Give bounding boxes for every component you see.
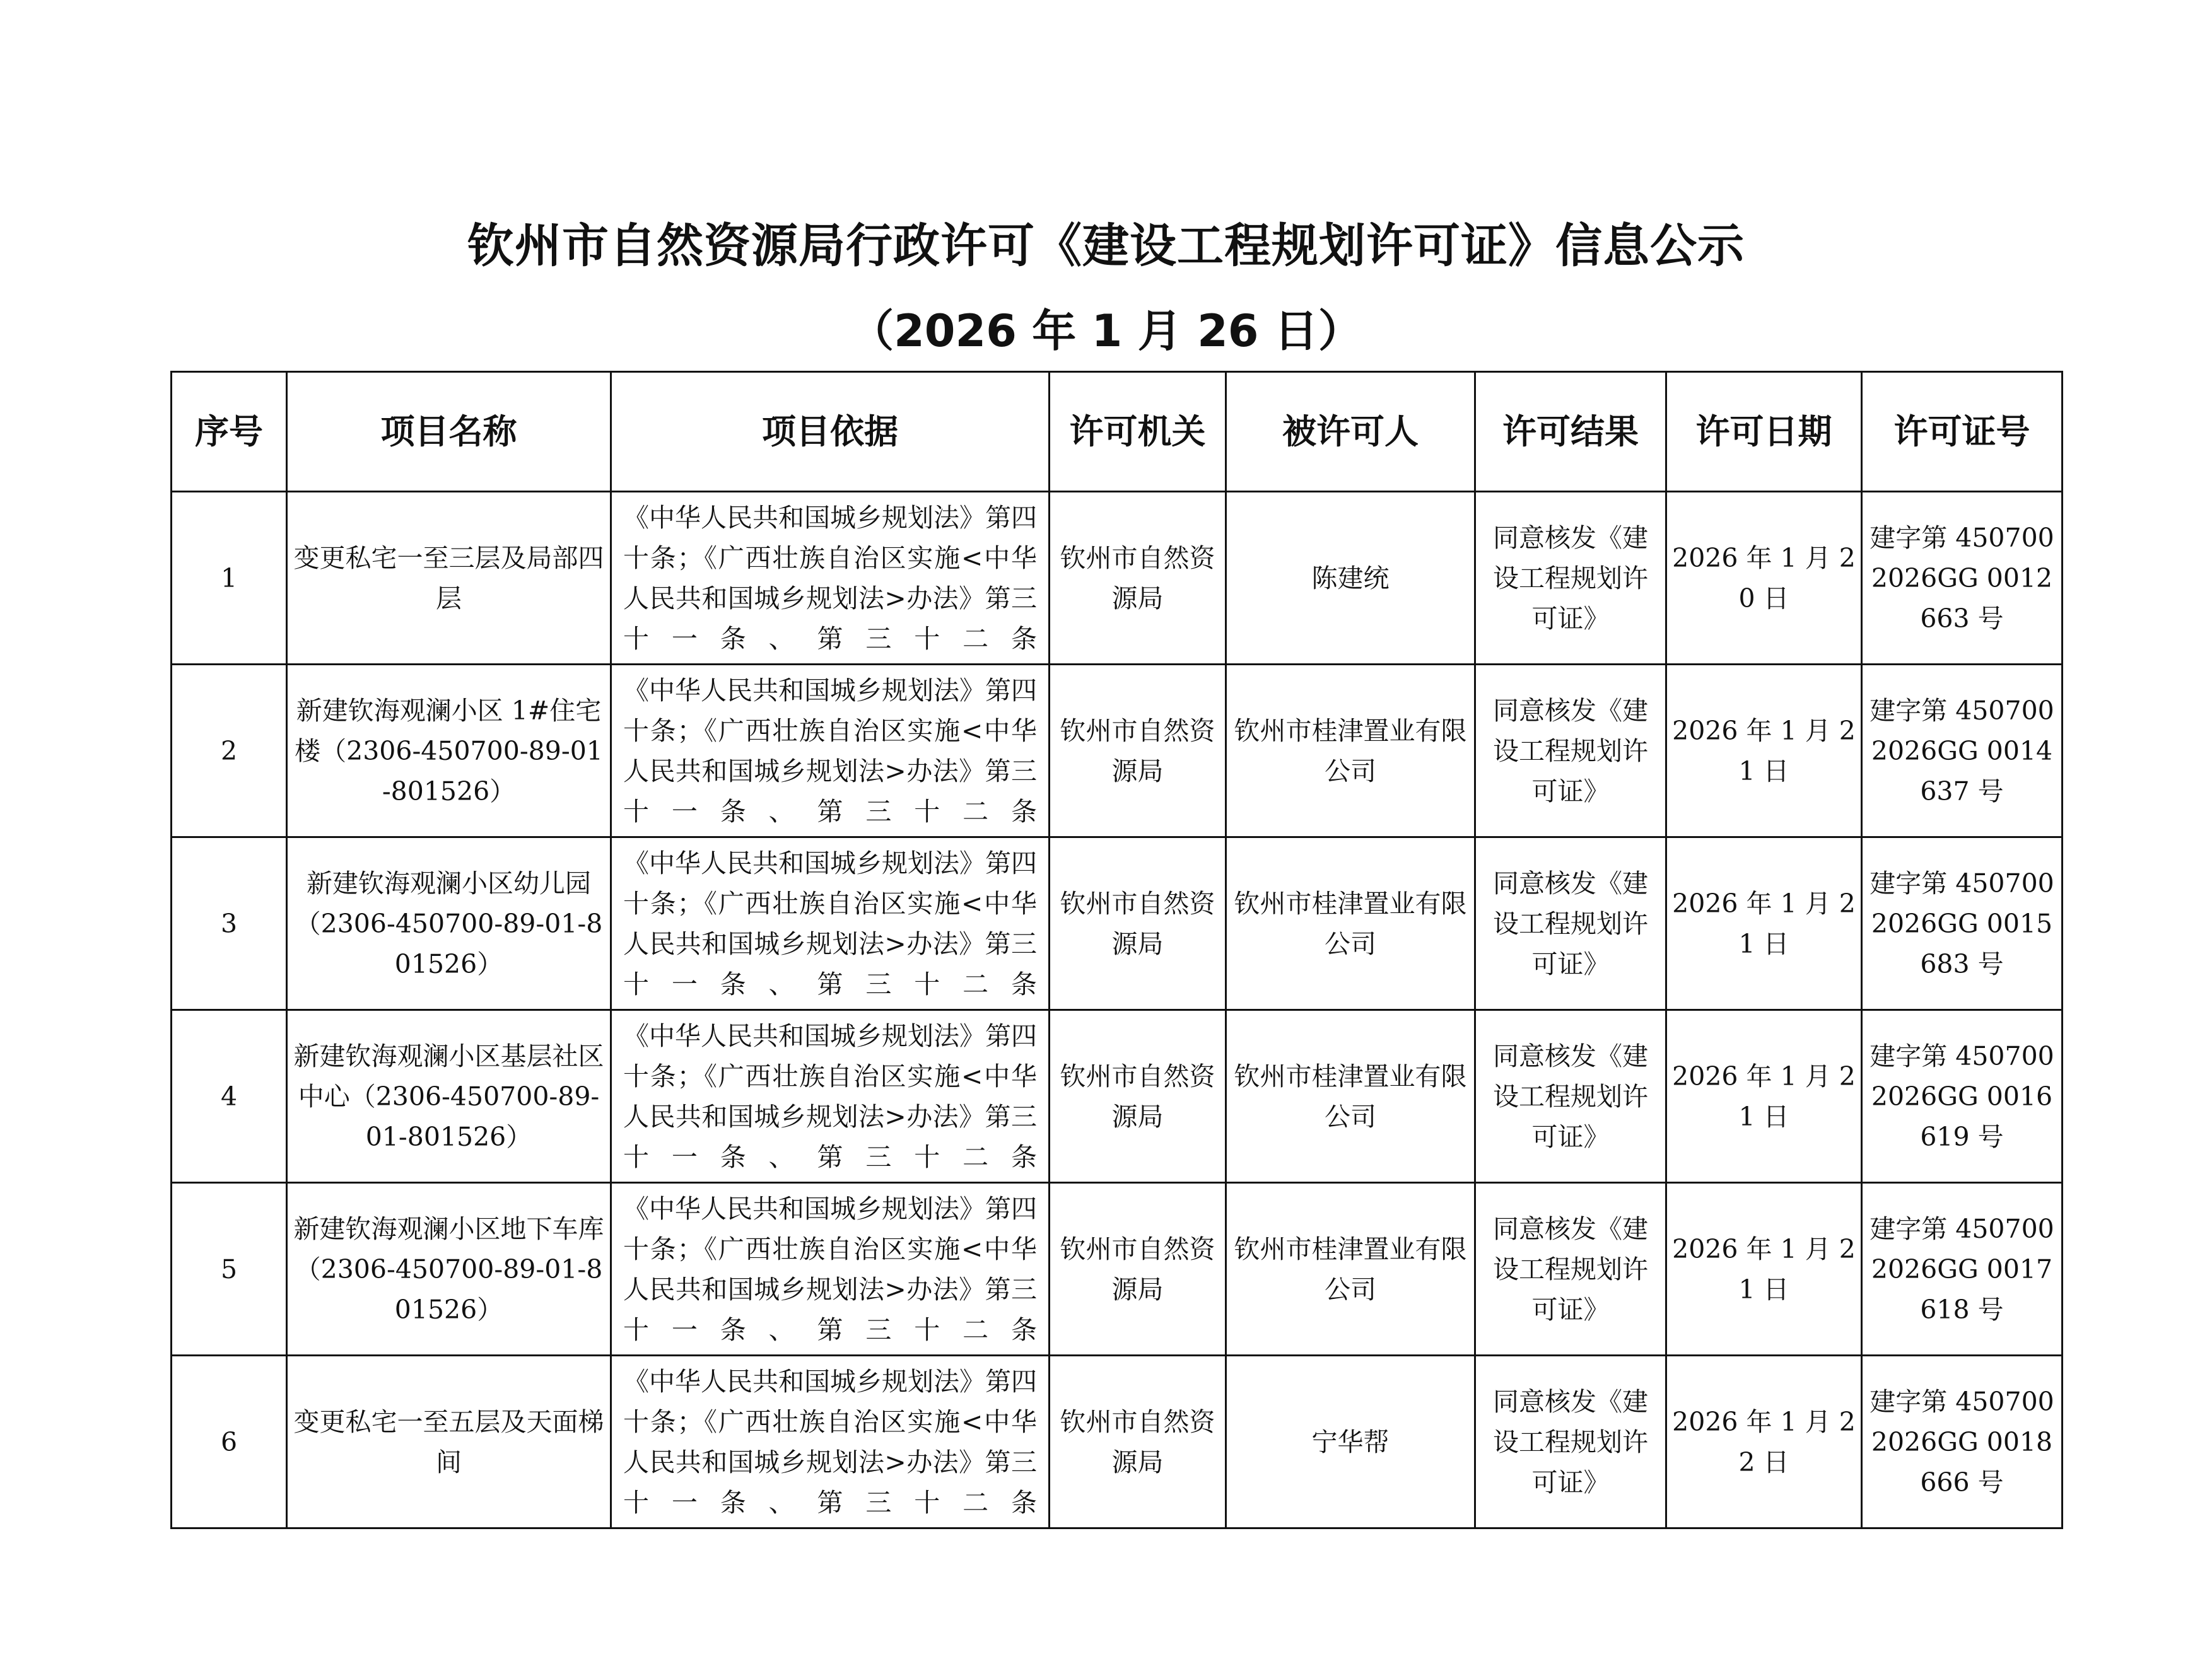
document-date: （2026 年 1 月 26 日）: [850, 305, 1362, 357]
cell-date: 2026 年 1 月 21 日: [1666, 1183, 1862, 1356]
table-row: [172, 1356, 2063, 1528]
cell-license-no: 建字第 4507002026GG 0014637 号: [1862, 665, 2063, 837]
cell-project-name: 变更私宅一至五层及天面梯间: [287, 1356, 611, 1528]
cell-project-name: 新建钦海观澜小区 1#住宅楼（2306-450700-89-01-801526）: [287, 665, 611, 837]
cell-authority: 钦州市自然资源局: [1050, 665, 1226, 837]
header-authority: 许可机关: [1050, 372, 1226, 492]
cell-project-basis: 《中华人民共和国城乡规划法》第四十条；《广西壮族自治区实施<中华人民共和国城乡规划法>办法》第三十一条、第三十二条: [611, 1010, 1050, 1183]
document-title: 钦州市自然资源局行政许可《建设工程规划许可证》信息公示: [467, 219, 1745, 273]
cell-project-name: 变更私宅一至三层及局部四层: [287, 492, 611, 665]
cell-licensee: 钦州市桂津置业有限公司: [1226, 665, 1475, 837]
header-date: 许可日期: [1666, 372, 1862, 492]
permit-table: [170, 371, 2063, 1529]
cell-date: 2026 年 1 月 20 日: [1666, 492, 1862, 665]
cell-date: 2026 年 1 月 21 日: [1666, 665, 1862, 837]
cell-project-basis: 《中华人民共和国城乡规划法》第四十条；《广西壮族自治区实施<中华人民共和国城乡规划法>办法》第三十一条、第三十二条: [611, 1183, 1050, 1356]
cell-licensee: 钦州市桂津置业有限公司: [1226, 837, 1475, 1010]
header-project-basis: 项目依据: [611, 372, 1050, 492]
cell-project-name: 新建钦海观澜小区幼儿园（2306-450700-89-01-801526）: [287, 837, 611, 1010]
header-result: 许可结果: [1475, 372, 1666, 492]
cell-no: 1: [172, 492, 287, 665]
cell-date: 2026 年 1 月 21 日: [1666, 1010, 1862, 1183]
cell-license-no: 建字第 4507002026GG 0016619 号: [1862, 1010, 2063, 1183]
header-licensee: 被许可人: [1226, 372, 1475, 492]
header-project-name: 项目名称: [287, 372, 611, 492]
cell-licensee: 宁华帮: [1226, 1356, 1475, 1528]
header-row: [172, 372, 2063, 492]
cell-project-basis: 《中华人民共和国城乡规划法》第四十条；《广西壮族自治区实施<中华人民共和国城乡规划法>办法》第三十一条、第三十二条: [611, 665, 1050, 837]
cell-authority: 钦州市自然资源局: [1050, 1183, 1226, 1356]
cell-no: 5: [172, 1183, 287, 1356]
cell-project-name: 新建钦海观澜小区基层社区中心（2306-450700-89-01-801526）: [287, 1010, 611, 1183]
cell-result: 同意核发《建设工程规划许可证》: [1475, 492, 1666, 665]
cell-licensee: 钦州市桂津置业有限公司: [1226, 1183, 1475, 1356]
cell-licensee: 钦州市桂津置业有限公司: [1226, 1010, 1475, 1183]
cell-date: 2026 年 1 月 21 日: [1666, 837, 1862, 1010]
cell-result: 同意核发《建设工程规划许可证》: [1475, 1183, 1666, 1356]
cell-no: 2: [172, 665, 287, 837]
cell-result: 同意核发《建设工程规划许可证》: [1475, 665, 1666, 837]
cell-result: 同意核发《建设工程规划许可证》: [1475, 1010, 1666, 1183]
table-row: [172, 1183, 2063, 1356]
cell-license-no: 建字第 4507002026GG 0015683 号: [1862, 837, 2063, 1010]
cell-authority: 钦州市自然资源局: [1050, 1356, 1226, 1528]
cell-license-no: 建字第 4507002026GG 0017618 号: [1862, 1183, 2063, 1356]
cell-project-name: 新建钦海观澜小区地下车库（2306-450700-89-01-801526）: [287, 1183, 611, 1356]
cell-project-basis: 《中华人民共和国城乡规划法》第四十条；《广西壮族自治区实施<中华人民共和国城乡规划法>办法》第三十一条、第三十二条: [611, 837, 1050, 1010]
table-row: [172, 492, 2063, 665]
cell-license-no: 建字第 4507002026GG 0018666 号: [1862, 1356, 2063, 1528]
cell-authority: 钦州市自然资源局: [1050, 1010, 1226, 1183]
cell-no: 4: [172, 1010, 287, 1183]
cell-date: 2026 年 1 月 22 日: [1666, 1356, 1862, 1528]
cell-license-no: 建字第 4507002026GG 0012663 号: [1862, 492, 2063, 665]
cell-authority: 钦州市自然资源局: [1050, 837, 1226, 1010]
cell-authority: 钦州市自然资源局: [1050, 492, 1226, 665]
cell-project-basis: 《中华人民共和国城乡规划法》第四十条；《广西壮族自治区实施<中华人民共和国城乡规划法>办法》第三十一条、第三十二条: [611, 1356, 1050, 1528]
table-row: [172, 665, 2063, 837]
header-no: 序号: [172, 372, 287, 492]
table-row: [172, 837, 2063, 1010]
cell-result: 同意核发《建设工程规划许可证》: [1475, 837, 1666, 1010]
cell-result: 同意核发《建设工程规划许可证》: [1475, 1356, 1666, 1528]
cell-no: 3: [172, 837, 287, 1010]
cell-no: 6: [172, 1356, 287, 1528]
header-license-no: 许可证号: [1862, 372, 2063, 492]
cell-licensee: 陈建统: [1226, 492, 1475, 665]
cell-project-basis: 《中华人民共和国城乡规划法》第四十条；《广西壮族自治区实施<中华人民共和国城乡规划法>办法》第三十一条、第三十二条: [611, 492, 1050, 665]
table-row: [172, 1010, 2063, 1183]
